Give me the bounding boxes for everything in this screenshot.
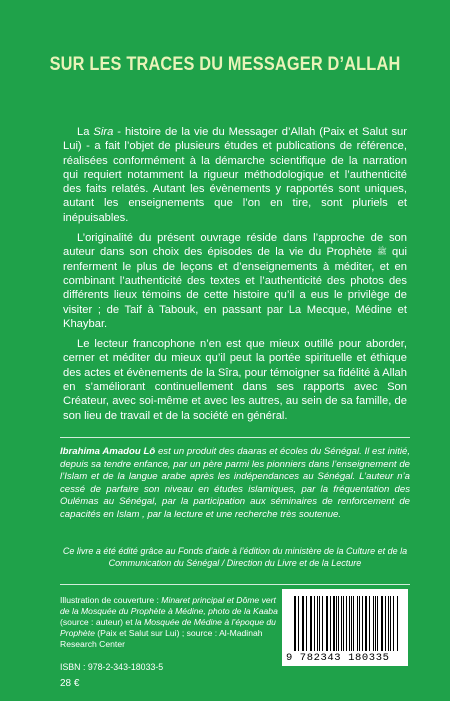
barcode-stripe [319, 596, 320, 651]
barcode-bars [294, 596, 398, 651]
barcode-number: 9 782343 180335 [286, 652, 390, 664]
isbn: ISBN : 978-2-343-18033-5 [60, 662, 164, 672]
barcode-stripe [333, 596, 334, 651]
barcode-stripe [353, 596, 354, 651]
barcode-stripe [381, 596, 382, 651]
author-name: Ibrahima Amadou Lô [60, 446, 156, 457]
barcode-stripe [317, 596, 318, 651]
summary-paragraph-3: Le lecteur francophone n’en est que mieux outillé pour aborder, cerner et méditer du mieux qu’il peut la portée spirituelle et éthique des actes et évènements de la Sîra, pour témoigner sa fidélité à Allah en s’améliorant continuellement dans ses rapports avec Son Créateur, avec soi-même et avec les autres, au sein de sa famille, de son lieu de travail et de la société en général. [63, 338, 407, 422]
divider-top [60, 437, 410, 438]
summary-paragraph-1: La Sira - histoire de la vie du Messager d’Allah (Paix et Salut sur Lui) - a fait l’objet de plusieurs études et publications de référence, réalisées conformément à la démarche scientifique de la narration qui requiert notamment la rigueur méthodologique et l’authenticité des faits relatés. Autant les évènements y rapportés sont uniques, autant les enseignements que l’on en tire, sont pluriels et inépuisables. [63, 126, 407, 224]
barcode-stripe [341, 596, 342, 651]
barcode-stripe [303, 596, 304, 651]
barcode [282, 589, 408, 666]
barcode-stripe [390, 596, 391, 651]
salawat-seal-icon: ﷺ [377, 247, 387, 257]
barcode-stripe [310, 596, 311, 651]
book-title: SUR LES TRACES DU MESSAGER D’ALLAH [49, 54, 401, 75]
divider-bottom [60, 584, 410, 585]
barcode-stripe [327, 596, 328, 651]
summary-text [63, 125, 407, 429]
barcode-stripe [366, 596, 367, 651]
cover-credits: Illustration de couverture : Minaret principal et Dôme vert de la Mosquée du Prophète à Médine, photo de la Kaaba (source : auteur) et la Mosquée de Médine à l’époque du Prophète (Paix et Salut sur Lui) ; source : Al-Madinah Research Center [60, 595, 278, 649]
funding-note: Ce livre a été édité grâce au Fonds d’aide à l’édition du ministère de la Culture et de la Communication du Sénégal / Direction du Livre et de la Lecture [62, 546, 408, 568]
barcode-stripe [388, 596, 389, 651]
barcode-stripe [295, 596, 296, 651]
price: 28 € [60, 678, 80, 689]
barcode-stripe [346, 596, 347, 651]
author-bio: Ibrahima Amadou Lô est un produit des daaras et écoles du Sénégal. Il est initié, depuis sa tendre enfance, par un père parmi les pionniers dans l’enseignement de l’Islam et de la langue arabe après les indépendances au Sénégal. L’auteur n’a cessé de parfaire son niveau en études islamiques, par la fréquentation des Oulémas au Sénégal, par la participation aux séminaires de renforcement de capacités en Islam , par la lecture et une recherche très soutenue. [60, 446, 410, 520]
barcode-stripe [373, 596, 374, 651]
summary-paragraph-2: L’originalité du présent ouvrage réside dans l’approche de son auteur dans son choix des épisodes de la vie du Prophète ﷺ qui renferment le plus de leçons et d’enseignements à méditer, et en combinant l’authenticité des textes et l’authenticité des photos des différents lieux témoins de cette histoire qu’il a eus le privilège de visiter ; de Taif à Tabouk, en passant par La Mecque, Médine et Khaybar. [63, 232, 407, 330]
barcode-stripe [359, 596, 360, 651]
sira-term: Sira [93, 126, 114, 138]
